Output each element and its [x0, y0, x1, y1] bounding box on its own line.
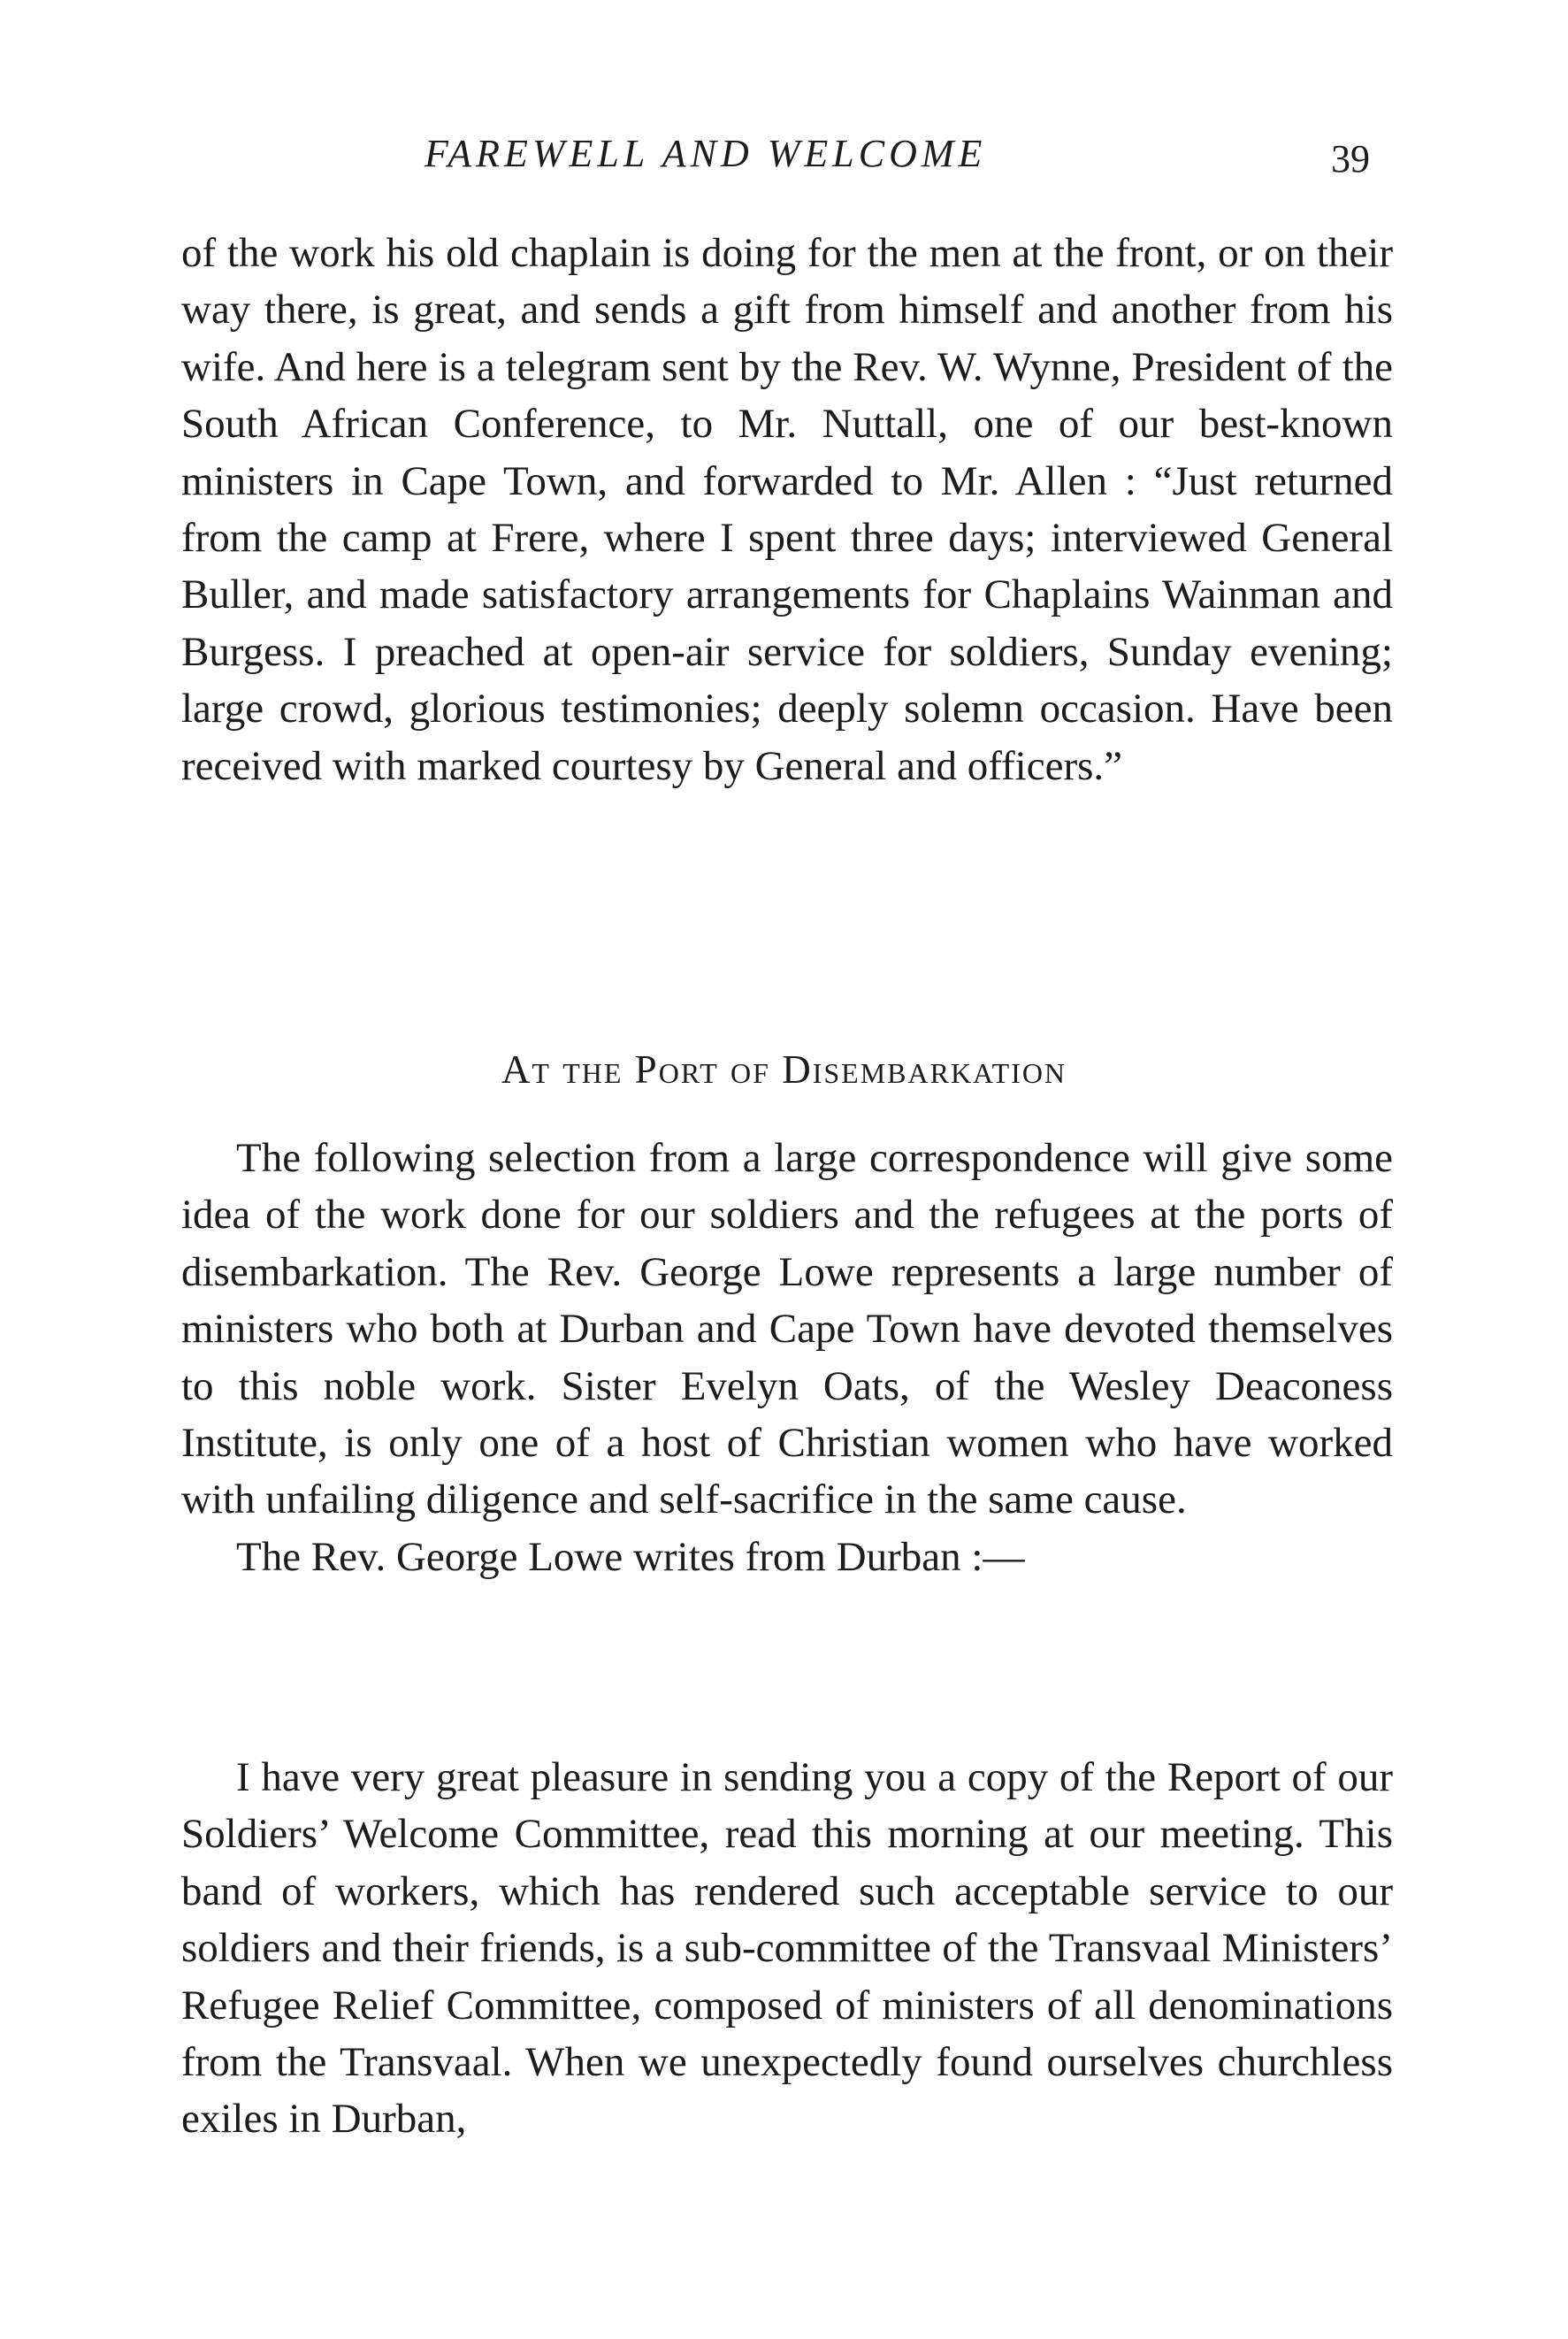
continuation-paragraph-block — [181, 225, 1393, 794]
attribution-line: The Rev. George Lowe writes from Durban :— — [236, 1533, 1025, 1580]
continuation-paragraph: of the work his old chaplain is doing for the men at the front, or on their way there, is great, and sends a gift from himself and another from his wife. And here is a telegram sent by the Rev. W. Wynne, President of the South African Conference, to Mr. Nuttall, one of our best-known ministers in Cape Town, and forwarded to Mr. Allen : “Just returned from the camp at Frere, where I spent three days; interviewed General Buller, and made satisfactory arrangements for Chaplains Wainman and Burgess. I preached at open-air service for soldiers, Sunday evening; large crowd, glorious testimonies; deeply solemn occasion. Have been received with marked courtesy by General and officers.” — [181, 230, 1393, 789]
intro-paragraph: The following selection from a large correspondence will give some idea of the work done for our soldiers and the refugees at the ports of disembarkation. The Rev. George Lowe represents a large number of ministers who both at Durban and Cape Town have devoted themselves to this noble work. Sister Evelyn Oats, of the Wesley Deaconess Institute, is only one of a host of Christian women who have worked with unfailing diligence and self-sacrifice in the same cause. — [181, 1135, 1393, 1523]
page-number: 39 — [1331, 137, 1370, 180]
letter-paragraph: I have very great pleasure in sending you a copy of the Report of our Soldiers’ Welcome Committee, read this morning at our meeting. This band of workers, which has rendered such acceptable service to our soldiers and their friends, is a sub-committee of the Transvaal Ministers’ Refugee Relief Committee, composed of ministers of all denominations from the Transvaal. When we unexpectedly found ourselves churchless exiles in Durban, — [181, 1754, 1393, 2143]
intro-block — [181, 1130, 1393, 1585]
running-title: FAREWELL AND WELCOME — [425, 132, 987, 175]
running-head — [0, 131, 1568, 184]
letter-block — [181, 1749, 1393, 2148]
section-heading: At the Port of Disembarkation — [501, 1047, 1067, 1092]
